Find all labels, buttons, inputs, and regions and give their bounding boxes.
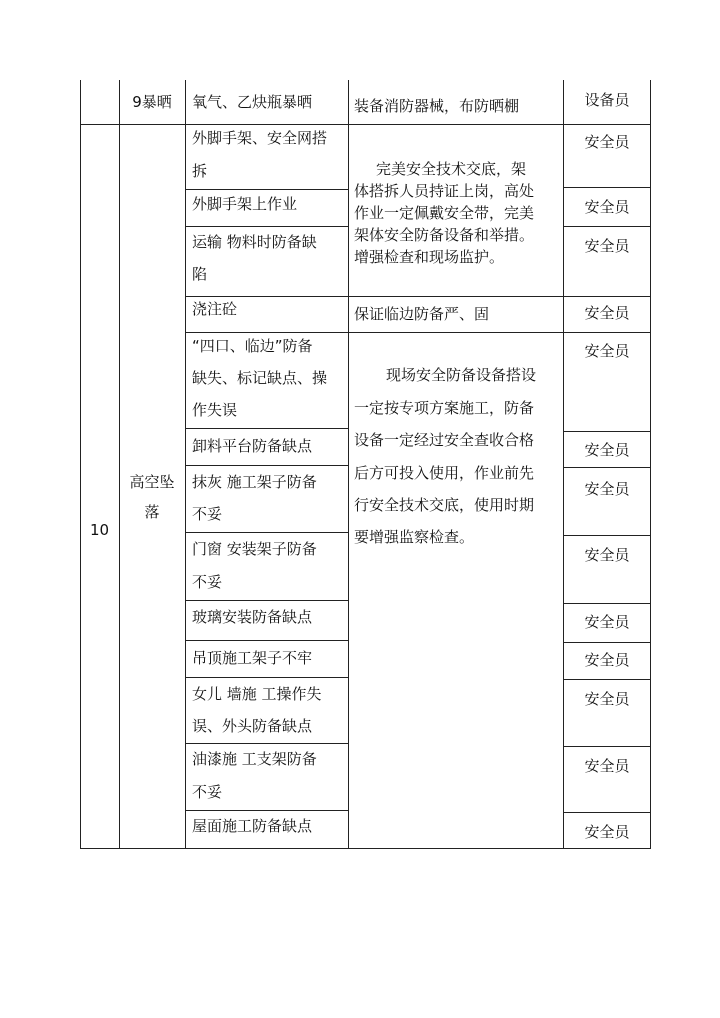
row9-measure: 装备消防器械，布防晒棚 [354, 97, 520, 115]
row-divider [563, 812, 651, 813]
table-divider [348, 80, 349, 849]
measure-text: 一定按专项方案施工，防备 [354, 399, 535, 417]
table-border [80, 80, 81, 849]
responsible-cell: 安全员 [584, 823, 630, 841]
hazard-item: “四口、临边”防备 [192, 337, 313, 355]
hazard-item: 卸料平台防备缺点 [192, 437, 313, 455]
row-divider [563, 642, 651, 643]
responsible-cell: 安全员 [584, 546, 630, 564]
responsible-cell: 安全员 [584, 304, 630, 322]
measure-text: 要增强监察检查。 [354, 528, 475, 546]
row-divider [563, 535, 651, 536]
hazard-item: 不妥 [192, 573, 223, 591]
row9-hazard: 氧气、乙炔瓶暴晒 [192, 93, 313, 111]
measure-text: 设备一定经过安全查收合格 [354, 431, 535, 449]
hazard-item: 拆 [192, 162, 208, 180]
responsible-cell: 安全员 [584, 441, 630, 459]
row-divider [563, 746, 651, 747]
responsible-cell: 安全员 [584, 651, 630, 669]
measure-text: 增强检查和现场监护。 [354, 248, 505, 266]
table-border [80, 124, 651, 125]
hazard-item: 缺失、标记缺点、操 [192, 369, 328, 387]
responsible-cell: 安全员 [584, 690, 630, 708]
responsible-cell: 安全员 [584, 198, 630, 216]
hazard-item: 不妥 [192, 505, 223, 523]
row-divider [563, 187, 651, 188]
row-divider [185, 428, 348, 429]
row9-number: 9 [132, 93, 142, 111]
responsible-cell: 安全员 [584, 133, 630, 151]
hazard-item: 误、外头防备缺点 [192, 717, 313, 735]
hazard-item: 陷 [192, 265, 208, 283]
row10-number: 10 [89, 521, 110, 539]
measure-text: 体搭拆人员持证上岗，高处 [354, 182, 535, 200]
hazard-item: 抹灰 施工架子防备 [192, 473, 317, 491]
row-divider [563, 431, 651, 432]
row9-category-text: 暴晒 [141, 93, 172, 111]
table-divider [119, 80, 120, 849]
measure-text: 现场安全防备设备搭设 [386, 366, 537, 384]
measure-text: 架体安全防备设备和举措。 [354, 226, 535, 244]
row-divider [185, 640, 348, 641]
table-border [80, 848, 651, 849]
hazard-item: 浇注砼 [192, 300, 238, 318]
hazard-item: 吊顶施工架子不牢 [192, 649, 313, 667]
hazard-item: 运输 物料时防备缺 [192, 233, 317, 251]
responsible-cell: 安全员 [584, 237, 630, 255]
hazard-item: 屋面施工防备缺点 [192, 817, 313, 835]
row-divider [563, 467, 651, 468]
measure-text: 完美安全技术交底，架 [376, 160, 527, 178]
responsible-cell: 安全员 [584, 342, 630, 360]
measure-text: 作业一定佩戴安全带，完美 [354, 204, 535, 222]
row9-category [119, 86, 185, 118]
row-divider [563, 226, 651, 227]
hazard-item: 门窗 安装架子防备 [192, 540, 317, 558]
hazard-item: 油漆施 工支架防备 [192, 750, 317, 768]
measure-text: 保证临边防备严、固 [354, 305, 490, 323]
hazard-item: 玻璃安装防备缺点 [192, 608, 313, 626]
measure-text: 后方可投入使用，作业前先 [354, 464, 535, 482]
hazard-item: 女儿 墙施 工操作失 [192, 685, 322, 703]
hazard-item: 不妥 [192, 783, 223, 801]
row10-category: 高空坠 [129, 473, 175, 491]
responsible-cell: 安全员 [584, 613, 630, 631]
row-divider [563, 679, 651, 680]
measure-text: 行安全技术交底，使用时期 [354, 496, 535, 514]
hazard-item: 外脚手架、安全网搭 [192, 129, 328, 147]
responsible-cell: 安全员 [584, 757, 630, 775]
hazard-item: 作失误 [192, 401, 238, 419]
responsible-cell: 安全员 [584, 480, 630, 498]
row10-category: 落 [144, 503, 160, 521]
row9-responsible: 设备员 [584, 91, 630, 109]
row-divider [563, 603, 651, 604]
hazard-item: 外脚手架上作业 [192, 195, 298, 213]
